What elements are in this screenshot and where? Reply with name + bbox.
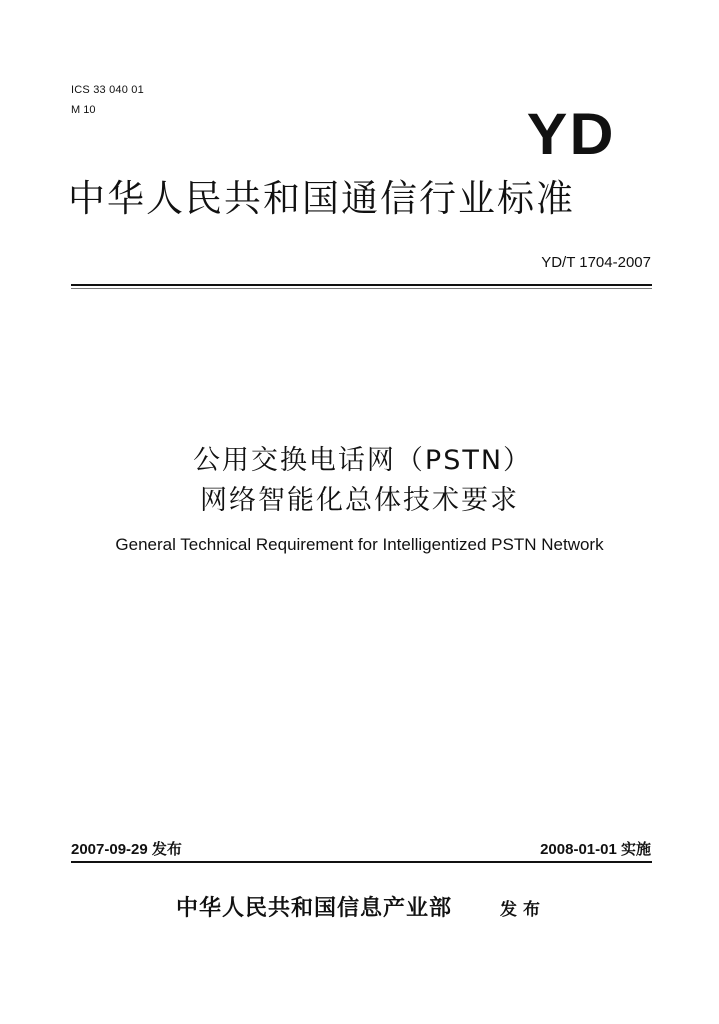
issuing-authority: 中华人民共和国信息产业部: [176, 895, 453, 921]
standard-category-title: 中华人民共和国通信行业标准: [68, 177, 575, 220]
chinese-title-line-2: 网络智能化总体技术要求: [200, 485, 519, 516]
ics-code: ICS 33 040 01: [71, 84, 144, 96]
yd-logo: YD: [527, 102, 616, 167]
standard-number: YD/T 1704-2007: [541, 254, 651, 271]
ccs-code: M 10: [71, 104, 96, 116]
header-divider: [71, 284, 652, 286]
issuing-verb: 发布: [500, 900, 546, 920]
implementation-date: 2008-01-01 实施: [540, 841, 651, 858]
chinese-title-line-1: 公用交换电话网（PSTN）: [192, 445, 533, 476]
footer-divider: [71, 861, 652, 863]
english-title: General Technical Requirement for Intelligentized PSTN Network: [115, 535, 604, 554]
header-divider-thin: [71, 288, 652, 289]
issue-date: 2007-09-29 发布: [71, 841, 182, 858]
